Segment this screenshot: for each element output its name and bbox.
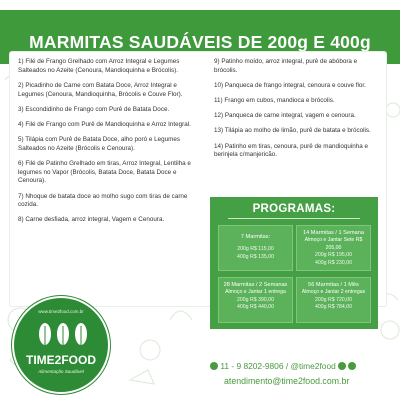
menu-item: 11) Frango em cubos, mandioca e brócolis. <box>214 97 335 105</box>
programs-title: PROGRAMAS: <box>252 203 336 215</box>
menu-item: 8) Carne desfiada, arroz integral, Vagem e Cenoura. <box>18 216 165 224</box>
menu-item: 14) Patinho em tiras, cenoura, purê de mandioquinha e berinjela c/manjericão. <box>214 142 369 159</box>
divider <box>228 218 360 219</box>
program-box <box>296 225 371 271</box>
phone-text: 11 - 9 8202-9806 / @time2food <box>220 361 336 371</box>
leaf-icons <box>36 318 90 352</box>
program-subtitle: Almoço e Jantar 2 entregas <box>301 289 366 296</box>
contact-phone <box>210 361 396 375</box>
instagram-icon[interactable] <box>338 362 346 370</box>
whatsapp-icon <box>210 362 218 370</box>
program-price-400g: 400g R$ 440,00 <box>237 304 274 311</box>
menu-item: 13) Tilápia ao molho de limão, purê de batata e brócolis. <box>214 127 371 135</box>
logo-name: TIME2FOOD <box>25 353 96 367</box>
programs-panel <box>210 197 378 329</box>
program-name: 28 Marmitas / 2 Semanas <box>223 282 288 288</box>
program-box <box>218 277 293 323</box>
menu-item: 3) Escondidinho de Frango com Purê de Batata Doce. <box>18 105 170 113</box>
menu-item: 1) Filé de Frango Grelhado com Arroz Integral e Legumes Salteados no Azeite (Cenoura, Mandioquinha e Brócolis). <box>18 58 180 74</box>
program-box <box>296 277 371 323</box>
program-name: 7 Marmitas: <box>240 234 271 240</box>
program-subtitle: Almoço e Jantar 1 entrega <box>225 289 286 296</box>
facebook-icon[interactable] <box>348 362 356 370</box>
program-price-200g: 200g R$ 195,00 <box>315 252 352 259</box>
program-price-200g: 200g R$ 390,00 <box>237 296 274 303</box>
page-title: MARMITAS SAUDÁVEIS DE 200g E 400g <box>29 32 371 52</box>
logo-website: www.time2food.com.br <box>38 309 84 314</box>
program-price-400g: 400g R$ 135,00 <box>237 253 274 260</box>
menu-right-column <box>214 58 379 167</box>
menu-item: 6) Filé de Patinho Grelhado em tiras, Arroz Integral, Lentilha e legumes no Vapor (Brócolis, Batata Doce, Batata Doce e Cenoura). <box>18 160 191 185</box>
program-price-200g: 200g R$ 720,00 <box>315 296 352 303</box>
menu-item: 12) Panqueca de carne integral, vagem e cenoura. <box>214 112 356 120</box>
program-price-200g: 200g R$ 115,00 <box>237 246 274 253</box>
program-price-400g: 400g R$ 230,00 <box>315 259 352 266</box>
brand-logo <box>12 296 110 394</box>
program-name: 14 Marmitas / 1 Semana <box>303 230 364 236</box>
logo-tagline: Alimentação Saudável <box>38 369 84 374</box>
menu-item: 4) Filé de Frango com Purê de Mandioquinha e Arroz Integral. <box>18 120 191 128</box>
menu-item: 9) Patinho moído, arroz integral, purê de abóbora e brócolis. <box>214 58 358 74</box>
menu-item: 2) Picadinho de Carne com Batata Doce, Arroz Integral e Legumes (Cenoura, Mandioquinha, Brócolis e Couve Flor). <box>18 81 183 98</box>
menu-item: 10) Panqueca de frango integral, cenoura e couve flor. <box>214 81 366 89</box>
program-name: 56 Marmitas / 1 Mês <box>308 282 359 288</box>
contact-email[interactable]: atendimento@time2food.com.br <box>224 376 350 386</box>
program-box <box>218 225 293 271</box>
program-subtitle: Almoço e Jantar Sete R$ 205,00 <box>304 237 363 251</box>
menu-item: 5) Tilápia com Purê de Batata Doce, alho poró e Legumes Salteados no Azeite (Brócolis e Cenoura). <box>18 136 181 152</box>
program-price-400g: 400g R$ 784,00 <box>315 304 352 311</box>
menu-item: 7) Nhoque de batata doce ao molho sugo com tiras de carne cozida. <box>18 192 188 209</box>
menu-left-column <box>18 58 204 232</box>
